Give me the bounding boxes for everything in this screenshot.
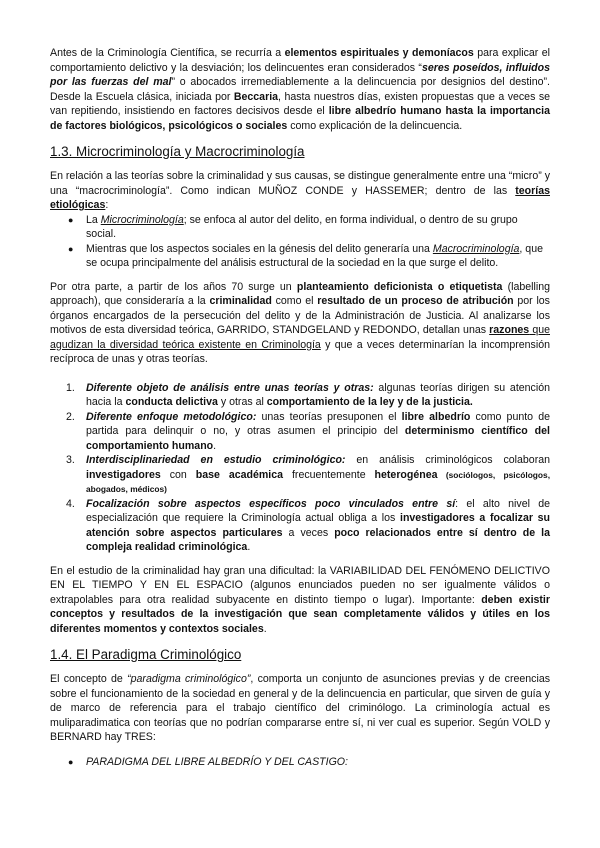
section-heading-1-4: 1.4. El Paradigma Criminológico xyxy=(50,647,242,662)
list-item: 2. Diferente enfoque metodológico: unas teorías presuponen el libre albedrío como punto de partida para delinquir o no, y otras asumen el principio del determinismo científico del comportamiento humano. xyxy=(66,410,550,452)
micro-macro-paragraph: En relación a las teorías sobre la criminalidad y sus causas, se distingue generalmente entre una “micro” y una “macrocriminología”. Como indican MUÑOZ CONDE y HASSEMER; dentro de las teorías etiológicas: xyxy=(50,170,550,211)
list-item: ● Mientras que los aspectos sociales en la génesis del delito generaría una Macrocriminología, que se ocupa principalmente del análisis estructural de la sociedad en la que surge el delito. xyxy=(86,242,550,271)
list-item: 3. Interdisciplinariedad en estudio criminológico: en análisis criminológicos colaboran investigadores con base académica frecuentemente heterogénea (sociólogos, psicólogos, abogados, médicos) xyxy=(66,454,551,494)
variability-paragraph: En el estudio de la criminalidad hay gran una dificultad: la VARIABILIDAD DEL FENÓMENO DELICTIVO EN EL TIEMPO Y EN EL ESPACIO (algunos enunciados pueden no ser igualmente válidos o extrapolables para otra realidad subyacente en distinto tiempo o lugar). Importante: deben existir conceptos y resultados de la investigación que sean completamente válidos y útiles en los diferentes momentos y contextos sociales. xyxy=(50,564,550,635)
reasons-numbered-list xyxy=(50,381,550,555)
list-item: ● PARADIGMA DEL LIBRE ALBEDRÍO Y DEL CASTIGO: xyxy=(86,755,550,770)
list-item: 4. Focalización sobre aspectos específicos poco vinculados entre sí: el alto nivel de especialización que requiere la Criminología actual obliga a los investigadores a focalizar su atención sobre aspectos particulares a veces poco relacionados entre sí dentro de la compleja realidad criminológica. xyxy=(66,497,550,553)
paradigm-paragraph: El concepto de “paradigma criminológico”, comporta un conjunto de asunciones previas y de creencias sobre el funcionamiento de la sociedad en general y de la delincuencia en particular, que sirven de guía y de marco de referencia para el trabajo científico del criminólogo. La criminología actual es muliparadimatica con teorías que no podrían compararse entre sí, ni ver cual es superior. Según VOLD y BERNARD hay TRES: xyxy=(50,673,551,743)
etiological-bullet-list xyxy=(50,213,550,271)
list-item: ● La Microcriminología; se enfoca al autor del delito, en forma individual, o dentro de su grupo social. xyxy=(86,213,550,242)
document-page xyxy=(50,46,550,778)
paradigm-bullet-list xyxy=(50,755,550,770)
list-item: 1. Diferente objeto de análisis entre unas teorías y otras: algunas teorías dirigen su atención hacia la conducta delictiva y otras al comportamiento de la ley y de la justicia. xyxy=(66,381,550,408)
section-heading-1-3: 1.3. Microcriminología y Macrocriminología xyxy=(50,144,305,159)
intro-paragraph: Antes de la Criminología Científica, se recurría a elementos espirituales y demoníacos para explicar el comportamiento delictivo y la desviación; los delincuentes eran considerados “seres poseídos, influidos por las fuerzas del mal” o abocados irremediablemente a la delincuencia por designios del destino”. Desde la Escuela clásica, iniciada por Beccaria, hasta nuestros días, existen propuestas que a veces se van repitiendo, insistiendo en factores decisivos desde el libre albedrío humano hasta la importancia de factores biológicos, psicológicos o sociales como explicación de la delincuencia. xyxy=(50,47,551,132)
labelling-approach-paragraph: Por otra parte, a partir de los años 70 surge un planteamiento deficionista o etiquetista (labelling approach), que consideraría a la criminalidad como el resultado de un proceso de atribución por los órganos encargados de la persecución del delito y de la Administración de Justicia. Al analizarse los motivos de esta diversidad teórica, GARRIDO, STANDGELAND y REDONDO, detallan unas razones que agudizan la diversidad teórica existente en Criminología y que a veces determinarían la incomprensión recíproca de unas y otras teorías. xyxy=(50,280,550,365)
